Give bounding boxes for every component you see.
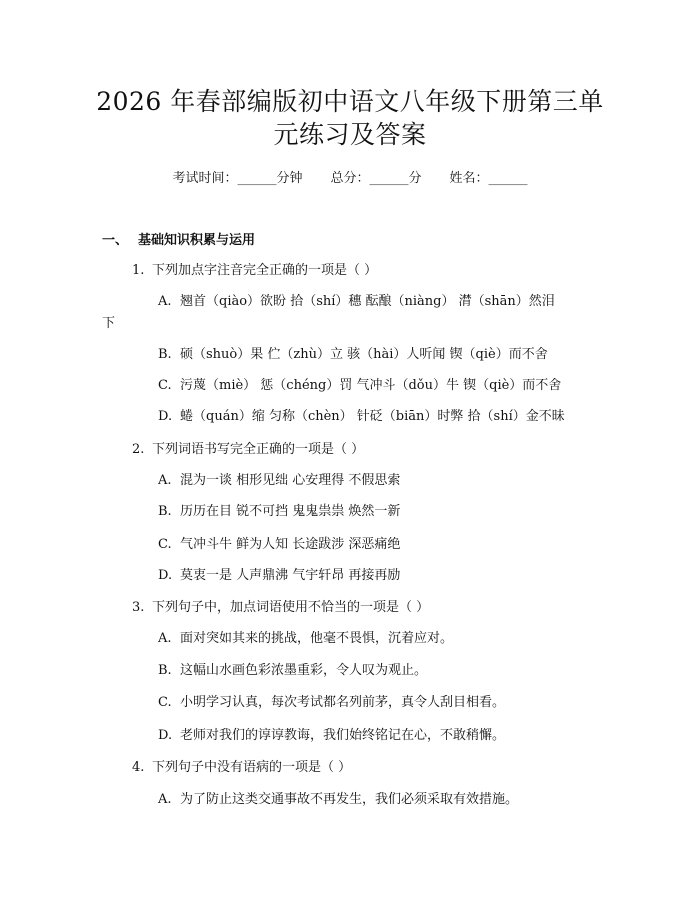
option-label: C. — [158, 695, 172, 710]
option-text: 面对突如其来的挑战，他毫不畏惧，沉着应对。 — [180, 631, 454, 646]
option-text: 为了防止这类交通事故不再发生，我们必须采取有效措施。 — [180, 792, 519, 807]
option-label: A. — [158, 473, 172, 488]
question-1-option-c — [158, 377, 561, 395]
question-text: 下列词语书写完全正确的一项是（ ） — [152, 442, 365, 457]
question-number: 4. — [132, 760, 145, 775]
question-1-stem — [132, 262, 377, 280]
option-text: 历历在目 锐不可挡 鬼鬼祟祟 焕然一新 — [180, 504, 401, 519]
question-text: 下列加点字注音完全正确的一项是（ ） — [152, 263, 378, 278]
question-text: 下列句子中没有语病的一项是（ ） — [152, 760, 352, 775]
question-1-option-a — [158, 293, 555, 311]
option-text: 这幅山水画色彩浓墨重彩，令人叹为观止。 — [180, 663, 428, 678]
student-name-field: 姓名：______ — [449, 171, 528, 186]
question-2-option-b — [158, 503, 400, 521]
option-text: 混为一谈 相形见绌 心安理得 不假思索 — [180, 473, 401, 488]
option-label: C. — [158, 537, 172, 552]
question-3-option-d — [158, 727, 505, 745]
option-text: 翘首（qiào）欲盼 拾（shí）穗 酝酿（niàng） 潸（shān）然泪 — [180, 294, 555, 309]
option-label: A. — [158, 631, 172, 646]
question-3-option-c — [158, 694, 505, 712]
option-label: A. — [158, 792, 172, 807]
question-3-stem — [132, 599, 429, 617]
document-title-line-2: 元练习及答案 — [273, 120, 427, 149]
total-score-field: 总分：______分 — [330, 171, 422, 186]
question-2-option-d — [158, 567, 400, 585]
option-label: A. — [158, 294, 172, 309]
option-text: 硕（shuò）果 伫（zhù）立 骇（hài）人听闻 锲（qiè）而不舍 — [180, 347, 548, 362]
question-text: 下列句子中，加点词语使用不恰当的一项是（ ） — [152, 600, 430, 615]
option-text: 莫衷一是 人声鼎沸 气宇轩昂 再接再励 — [180, 568, 401, 583]
question-4-option-a — [158, 791, 518, 809]
exam-info — [0, 170, 700, 188]
option-text: 老师对我们的谆谆教诲，我们始终铭记在心，不敢稍懈。 — [180, 728, 506, 743]
question-4-stem — [132, 759, 351, 777]
question-3-option-b — [158, 662, 427, 680]
question-2-option-a — [158, 472, 400, 490]
section-title: 基础知识积累与运用 — [138, 233, 256, 248]
document-title-line-1: 2026 年春部编版初中语文八年级下册第三单 — [96, 87, 604, 116]
option-text: 污蔑（miè） 惩（chéng）罚 气冲斗（dǒu）牛 锲（qiè）而不舍 — [180, 378, 562, 393]
section-heading — [102, 232, 255, 250]
question-3-option-a — [158, 630, 453, 648]
question-2-stem — [132, 441, 364, 459]
option-label: B. — [158, 663, 172, 678]
question-2-option-c — [158, 536, 400, 554]
question-1-option-b — [158, 346, 548, 364]
option-text: 小明学习认真，每次考试都名列前茅，真令人刮目相看。 — [180, 695, 506, 710]
option-label: B. — [158, 504, 172, 519]
question-1-option-a-continuation: 下 — [102, 316, 116, 331]
question-number: 3. — [132, 600, 145, 615]
exam-time-field: 考试时间：______分钟 — [172, 171, 303, 186]
option-label: C. — [158, 378, 172, 393]
question-1-option-d — [158, 408, 565, 426]
section-number: 一、 — [102, 233, 129, 248]
option-text: 蜷（quán）缩 匀称（chèn） 针砭（biān）时弊 拾（shí）金不昧 — [180, 409, 565, 424]
question-number: 1. — [132, 263, 145, 278]
question-number: 2. — [132, 442, 145, 457]
option-label: D. — [158, 728, 173, 743]
option-label: D. — [158, 409, 173, 424]
option-label: B. — [158, 347, 172, 362]
option-label: D. — [158, 568, 173, 583]
option-text: 气冲斗牛 鲜为人知 长途跋涉 深恶痛绝 — [180, 537, 401, 552]
